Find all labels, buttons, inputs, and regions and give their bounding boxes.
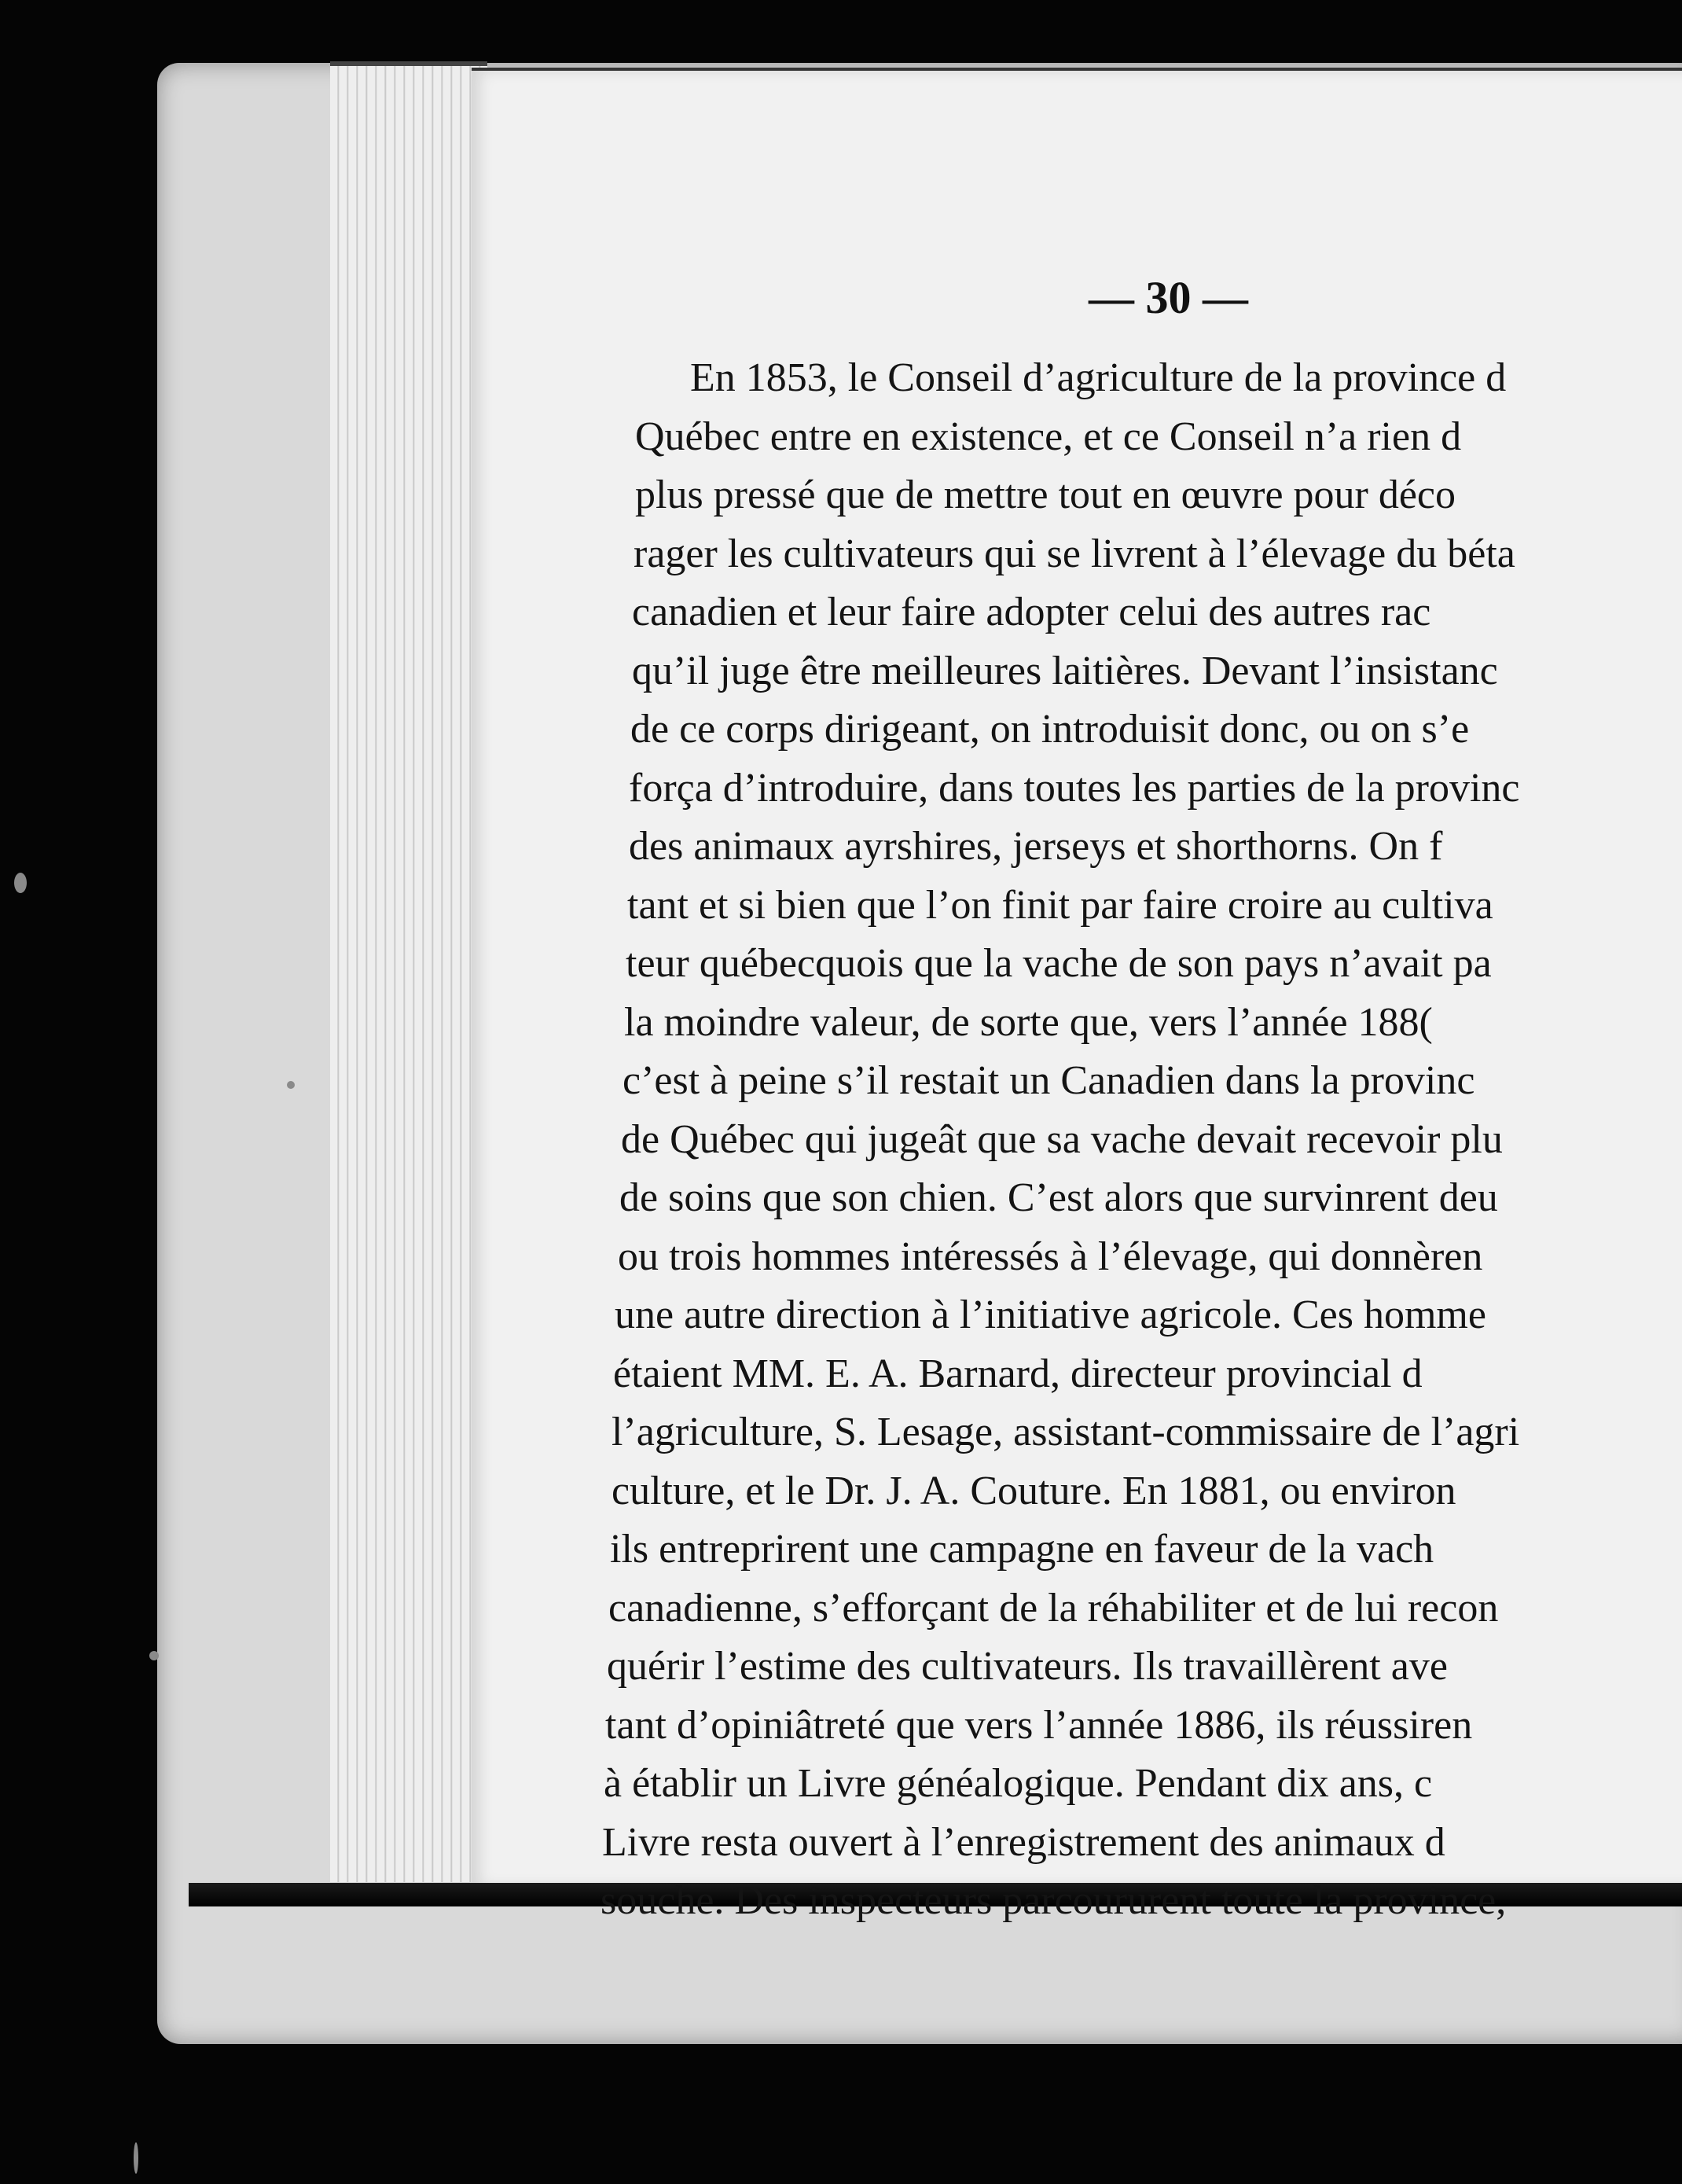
- text-line: qu’il juge être meilleures laitières. Devant l’insistanc: [632, 649, 1498, 693]
- text-line: étaient MM. E. A. Barnard, directeur provincial d: [613, 1351, 1423, 1396]
- text-line: ou trois hommes intéressés à l’élevage, qui donnèren: [618, 1234, 1483, 1279]
- text-line: à établir un Livre généalogique. Pendant dix ans, c: [604, 1761, 1433, 1806]
- text-line: une autre direction à l’initiative agricole. Ces homme: [615, 1292, 1486, 1337]
- text-line: la moindre valeur, de sorte que, vers l’année 188(: [624, 1000, 1433, 1045]
- text-line: teur québecquois que la vache de son pays n’avait pa: [626, 941, 1492, 986]
- text-line: tant et si bien que l’on finit par faire croire au cultiva: [627, 883, 1493, 928]
- text-line: Québec entre en existence, et ce Conseil n’a rien d: [635, 414, 1462, 459]
- page-number: — 30 —: [1089, 272, 1248, 323]
- text-line: de Québec qui jugeât que sa vache devait recevoir plu: [621, 1117, 1503, 1162]
- dust-speck: [287, 1081, 295, 1089]
- text-line: souche. Des inspecteurs parcoururent toute la province,: [600, 1878, 1507, 1923]
- text-line: c’est à peine s’il restait un Canadien dans la provinc: [622, 1058, 1475, 1103]
- text-line: plus pressé que de mettre tout en œuvre pour déco: [635, 472, 1456, 517]
- dust-speck: [134, 2142, 138, 2174]
- page-edges: [330, 61, 487, 1882]
- text-line: de ce corps dirigeant, on introduisit donc, ou on s’e: [630, 707, 1470, 752]
- text-line: En 1853, le Conseil d’agriculture de la province d: [690, 355, 1507, 400]
- text-line: canadienne, s’efforçant de la réhabiliter et de lui recon: [608, 1586, 1499, 1631]
- text-line: l’agriculture, S. Lesage, assistant-commissaire de l’agri: [611, 1410, 1520, 1454]
- text-line: canadien et leur faire adopter celui des autres rac: [632, 590, 1431, 634]
- text-line: des animaux ayrshires, jerseys et shorthorns. On f: [629, 824, 1443, 869]
- text-line: Livre resta ouvert à l’enregistrement des animaux d: [602, 1820, 1445, 1865]
- text-line: rager les cultivateurs qui se livrent à l’élevage du béta: [634, 531, 1515, 576]
- text-line: tant d’opiniâtreté que vers l’année 1886, ils réussiren: [605, 1703, 1473, 1748]
- dust-speck: [149, 1651, 159, 1660]
- dust-speck: [14, 873, 27, 893]
- text-line: de soins que son chien. C’est alors que survinrent deu: [619, 1175, 1498, 1220]
- text-line: quérir l’estime des cultivateurs. Ils travaillèrent ave: [607, 1644, 1448, 1689]
- text-line: culture, et le Dr. J. A. Couture. En 1881, ou environ: [611, 1469, 1456, 1513]
- text-line: ils entreprirent une campagne en faveur de la vach: [610, 1527, 1434, 1572]
- text-line: força d’introduire, dans toutes les parties de la provinc: [629, 766, 1520, 811]
